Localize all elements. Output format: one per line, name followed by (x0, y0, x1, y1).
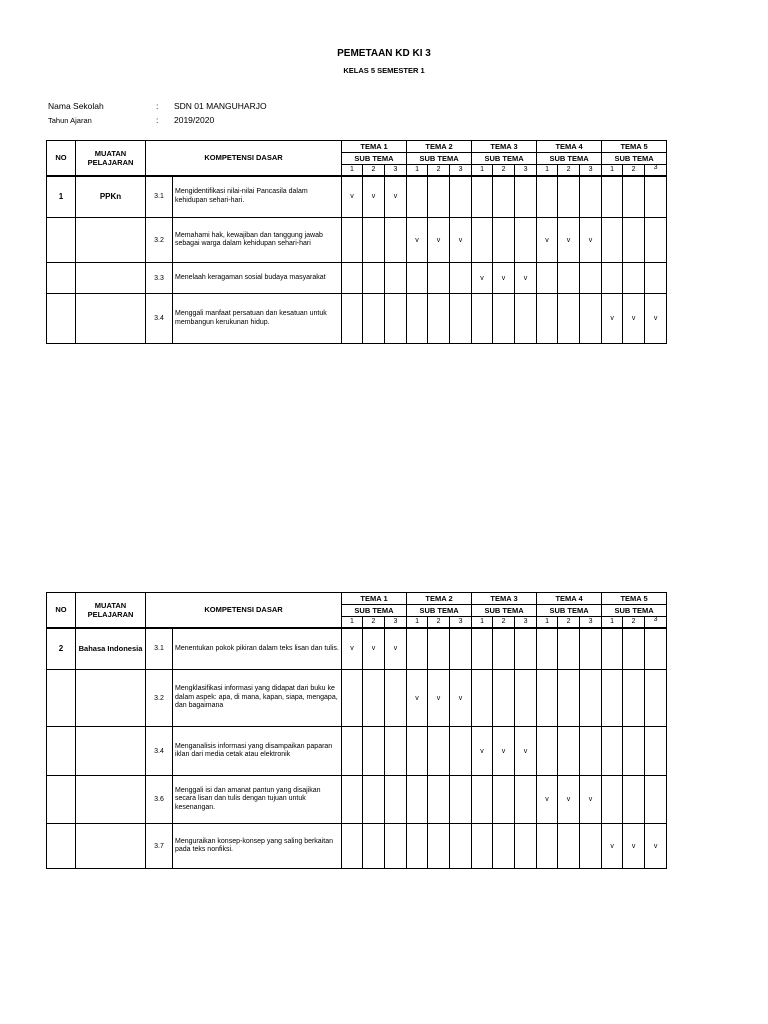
subtema-check-cell (428, 628, 450, 670)
row-no (47, 218, 76, 263)
subtema-check-cell (450, 294, 472, 344)
header-subtema-1: SUB TEMA (342, 605, 407, 617)
subtema-check-cell (558, 824, 580, 869)
subtema-check-cell (537, 176, 558, 218)
year-colon: : (156, 115, 159, 125)
subtema-check-cell: v (342, 628, 363, 670)
subtema-check-cell (428, 263, 450, 294)
header-subtema-number (385, 617, 407, 628)
subtema-check-cell: v (558, 218, 580, 263)
subtema-check-cell (363, 824, 385, 869)
subtema-check-cell (472, 776, 493, 824)
header-subtema-number (515, 617, 537, 628)
header-subtema-number (385, 165, 407, 176)
subtema-check-cell (645, 176, 667, 218)
subtema-check-cell: v (645, 824, 667, 869)
subtema-check-cell (385, 670, 407, 727)
subtema-check-cell (493, 218, 515, 263)
header-subtema-number (558, 165, 580, 176)
subtema-check-cell (580, 824, 602, 869)
header-subtema-number (537, 617, 558, 628)
subtema-check-cell (472, 218, 493, 263)
row-no (47, 824, 76, 869)
subtema-check-cell (450, 628, 472, 670)
subtema-check-cell (428, 294, 450, 344)
subtema-check-cell: v (515, 263, 537, 294)
subtema-check-cell (580, 670, 602, 727)
kd-description: Menggali isi dan amanat pantun yang disajikan secara lisan dan tulis dengan tujuan untuk kesenangan. (173, 776, 342, 824)
subtema-check-cell: v (407, 218, 428, 263)
subtema-check-cell (428, 824, 450, 869)
subtema-check-cell (363, 218, 385, 263)
header-tema-4: TEMA 4 (537, 593, 602, 605)
subtema-number-label: 3 (653, 164, 658, 172)
subtema-number-label: 3 (393, 166, 398, 174)
kd-number: 3.1 (146, 628, 173, 670)
header-subtema-number (342, 165, 363, 176)
subtema-check-cell (385, 263, 407, 294)
subtema-number-label: 1 (350, 166, 354, 174)
row-muatan (76, 776, 146, 824)
header-no: NO (47, 593, 76, 628)
row-no: 1 (47, 176, 76, 218)
school-value: SDN 01 MANGUHARJO (174, 101, 267, 111)
subtema-check-cell: v (428, 218, 450, 263)
header-tema-3: TEMA 3 (472, 141, 537, 153)
subtema-number-label: 3 (588, 618, 593, 626)
subtema-check-cell (645, 263, 667, 294)
subtema-check-cell (623, 628, 645, 670)
subtema-check-cell (407, 176, 428, 218)
subtema-check-cell: v (645, 294, 667, 344)
subtema-number-label: 2 (371, 166, 376, 174)
subtema-check-cell (580, 628, 602, 670)
subtema-check-cell (363, 776, 385, 824)
header-subtema-1: SUB TEMA (342, 153, 407, 165)
table-row (47, 176, 667, 218)
subtema-check-cell (493, 670, 515, 727)
row-muatan: Bahasa Indonesia (76, 628, 146, 670)
subtema-check-cell (645, 727, 667, 776)
header-subtema-number (472, 617, 493, 628)
subtema-check-cell (493, 824, 515, 869)
subtema-check-cell: v (472, 263, 493, 294)
subtema-check-cell: v (363, 628, 385, 670)
header-subtema-number (493, 617, 515, 628)
subtema-check-cell (623, 670, 645, 727)
header-subtema-number (342, 617, 363, 628)
subtema-check-cell: v (472, 727, 493, 776)
header-subtema-4: SUB TEMA (537, 605, 602, 617)
subtema-check-cell (602, 776, 623, 824)
subtema-number-label: 1 (610, 618, 615, 626)
header-subtema-number (363, 617, 385, 628)
header-subtema-number (623, 165, 645, 176)
subtema-check-cell (363, 294, 385, 344)
header-subtema-number (407, 165, 428, 176)
row-muatan (76, 727, 146, 776)
subtema-number-label: 1 (545, 618, 549, 626)
subtema-number-label: 3 (458, 166, 463, 174)
subtema-check-cell (515, 824, 537, 869)
subtema-number-label: 2 (631, 166, 636, 174)
subtema-check-cell: v (515, 727, 537, 776)
kd-description: Memahami hak, kewajiban dan tanggung jawab sebagai warga dalam kehidupan sehari-hari (173, 218, 342, 263)
header-subtema-5: SUB TEMA (602, 153, 667, 165)
header-subtema-number (602, 165, 623, 176)
header-subtema-number (493, 165, 515, 176)
subtema-check-cell (385, 727, 407, 776)
subtema-check-cell: v (558, 776, 580, 824)
header-kompetensi: KOMPETENSI DASAR (146, 141, 342, 176)
subtema-check-cell: v (385, 176, 407, 218)
subtema-check-cell (537, 628, 558, 670)
kd-number: 3.3 (146, 263, 173, 294)
kd-description: Menguraikan konsep-konsep yang saling berkaitan pada teks nonfiksi. (173, 824, 342, 869)
subtema-check-cell (580, 263, 602, 294)
year-label: Tahun Ajaran (48, 116, 92, 125)
row-muatan (76, 670, 146, 727)
header-subtema-3: SUB TEMA (472, 605, 537, 617)
row-no (47, 670, 76, 727)
header-subtema-number (450, 617, 472, 628)
subtema-check-cell (623, 727, 645, 776)
subtema-number-label: 2 (501, 166, 506, 174)
subtema-check-cell (472, 176, 493, 218)
subtema-check-cell (645, 218, 667, 263)
row-muatan (76, 218, 146, 263)
header-subtema-number (645, 617, 667, 628)
subtema-check-cell (428, 727, 450, 776)
subtema-number-label: 2 (371, 618, 376, 626)
subtema-check-cell: v (580, 776, 602, 824)
header-tema-4: TEMA 4 (537, 141, 602, 153)
row-muatan: PPKn (76, 176, 146, 218)
kd-number: 3.1 (146, 176, 173, 218)
subtema-check-cell (407, 263, 428, 294)
kd-description: Menentukan pokok pikiran dalam teks lisan dan tulis. (173, 628, 342, 670)
subtema-check-cell (385, 824, 407, 869)
subtema-check-cell (493, 628, 515, 670)
subtema-check-cell (537, 824, 558, 869)
subtema-check-cell (493, 776, 515, 824)
table-row (47, 218, 667, 263)
subtema-check-cell (537, 727, 558, 776)
header-subtema-number (450, 165, 472, 176)
subtema-check-cell (537, 263, 558, 294)
kd-description: Menelaah keragaman sosial budaya masyarakat (173, 263, 342, 294)
kd-table-ppkn (46, 140, 667, 344)
subtema-check-cell (580, 294, 602, 344)
subtema-number-label: 2 (631, 618, 636, 626)
subtema-number-label: 2 (501, 618, 506, 626)
subtema-check-cell (472, 294, 493, 344)
header-subtema-number (515, 165, 537, 176)
header-subtema-number (580, 165, 602, 176)
subtema-check-cell (342, 263, 363, 294)
subtema-check-cell (407, 628, 428, 670)
subtema-check-cell (537, 670, 558, 727)
subtema-check-cell (515, 176, 537, 218)
header-tema-1: TEMA 1 (342, 141, 407, 153)
subtema-check-cell (623, 218, 645, 263)
subtema-number-label: 3 (588, 166, 593, 174)
subtema-check-cell (342, 824, 363, 869)
header-subtema-number (428, 617, 450, 628)
page-title: PEMETAAN KD KI 3 (337, 48, 431, 59)
subtema-check-cell (602, 628, 623, 670)
school-colon: : (156, 101, 159, 111)
header-subtema-number (407, 617, 428, 628)
subtema-check-cell: v (493, 727, 515, 776)
kd-description: Menggali manfaat persatuan dan kesatuan untuk membangun kerukunan hidup. (173, 294, 342, 344)
row-no: 2 (47, 628, 76, 670)
subtema-check-cell: v (428, 670, 450, 727)
header-subtema-2: SUB TEMA (407, 605, 472, 617)
row-muatan (76, 263, 146, 294)
subtema-check-cell (342, 218, 363, 263)
header-muatan: MUATAN PELAJARAN (76, 593, 146, 628)
subtema-number-label: 1 (480, 166, 484, 174)
year-value: 2019/2020 (174, 115, 215, 125)
subtema-check-cell (363, 670, 385, 727)
header-subtema-number (558, 617, 580, 628)
kd-number: 3.6 (146, 776, 173, 824)
subtema-check-cell: v (450, 670, 472, 727)
header-subtema-number (645, 165, 667, 176)
subtema-check-cell (428, 776, 450, 824)
subtema-check-cell (515, 294, 537, 344)
subtema-check-cell (602, 670, 623, 727)
subtema-check-cell (385, 294, 407, 344)
subtema-check-cell (558, 727, 580, 776)
table-row (47, 294, 667, 344)
subtema-check-cell (623, 776, 645, 824)
header-tema-5: TEMA 5 (602, 593, 667, 605)
kd-description: Menganalisis informasi yang disampaikan paparan iklan dari media cetak atau elektronik (173, 727, 342, 776)
subtema-number-label: 3 (523, 166, 528, 174)
header-tema-2: TEMA 2 (407, 593, 472, 605)
table-row (47, 670, 667, 727)
subtema-check-cell (602, 176, 623, 218)
subtema-check-cell (515, 218, 537, 263)
subtema-number-label: 2 (436, 618, 441, 626)
table-row (47, 263, 667, 294)
subtema-check-cell (602, 218, 623, 263)
header-subtema-number (623, 617, 645, 628)
subtema-check-cell (342, 670, 363, 727)
subtema-check-cell: v (342, 176, 363, 218)
subtema-number-label: 2 (436, 166, 441, 174)
subtema-check-cell (363, 263, 385, 294)
subtema-check-cell (407, 727, 428, 776)
subtema-check-cell: v (602, 294, 623, 344)
subtema-check-cell: v (363, 176, 385, 218)
row-muatan (76, 294, 146, 344)
row-no (47, 727, 76, 776)
subtema-check-cell (580, 727, 602, 776)
subtema-check-cell (515, 628, 537, 670)
subtema-check-cell (342, 776, 363, 824)
subtema-check-cell (385, 776, 407, 824)
header-subtema-5: SUB TEMA (602, 605, 667, 617)
subtema-check-cell (450, 824, 472, 869)
row-no (47, 294, 76, 344)
subtema-check-cell (472, 628, 493, 670)
subtema-check-cell (450, 776, 472, 824)
kd-description: Mengidentifikasi nilai-nilai Pancasila dalam kehidupan sehari-hari. (173, 176, 342, 218)
subtema-check-cell: v (407, 670, 428, 727)
subtema-check-cell (363, 727, 385, 776)
subtema-check-cell: v (623, 294, 645, 344)
header-muatan: MUATAN PELAJARAN (76, 141, 146, 176)
table-row (47, 776, 667, 824)
subtema-check-cell (645, 670, 667, 727)
header-tema-1: TEMA 1 (342, 593, 407, 605)
subtema-number-label: 1 (415, 618, 419, 626)
subtema-number-label: 3 (458, 618, 463, 626)
header-subtema-number (537, 165, 558, 176)
kd-number: 3.2 (146, 670, 173, 727)
kd-number: 3.7 (146, 824, 173, 869)
table-row (47, 628, 667, 670)
subtema-check-cell (558, 628, 580, 670)
table-row (47, 824, 667, 869)
subtema-check-cell: v (493, 263, 515, 294)
subtema-number-label: 2 (566, 618, 571, 626)
header-tema-2: TEMA 2 (407, 141, 472, 153)
subtema-check-cell (493, 176, 515, 218)
subtema-number-label: 1 (610, 166, 615, 174)
header-subtema-number (580, 617, 602, 628)
subtema-check-cell (385, 218, 407, 263)
subtema-number-label: 1 (350, 618, 354, 626)
subtema-check-cell (342, 294, 363, 344)
header-subtema-number (602, 617, 623, 628)
subtema-check-cell (623, 263, 645, 294)
subtema-number-label: 1 (480, 618, 484, 626)
subtema-check-cell (450, 263, 472, 294)
header-subtema-number (472, 165, 493, 176)
subtema-check-cell: v (450, 218, 472, 263)
header-subtema-number (428, 165, 450, 176)
subtema-check-cell (558, 670, 580, 727)
subtema-number-label: 1 (415, 166, 419, 174)
row-no (47, 776, 76, 824)
subtema-check-cell: v (580, 218, 602, 263)
subtema-check-cell (580, 176, 602, 218)
row-muatan (76, 824, 146, 869)
header-tema-5: TEMA 5 (602, 141, 667, 153)
subtema-check-cell (558, 294, 580, 344)
subtema-number-label: 3 (653, 616, 658, 624)
header-no: NO (47, 141, 76, 176)
subtema-check-cell (602, 727, 623, 776)
kd-number: 3.4 (146, 294, 173, 344)
subtema-check-cell (602, 263, 623, 294)
kd-number: 3.2 (146, 218, 173, 263)
subtema-check-cell (558, 263, 580, 294)
kd-table-bahasa-indonesia (46, 592, 667, 869)
subtema-check-cell (645, 776, 667, 824)
kd-number: 3.4 (146, 727, 173, 776)
header-tema-3: TEMA 3 (472, 593, 537, 605)
subtema-check-cell: v (385, 628, 407, 670)
subtema-check-cell (515, 776, 537, 824)
header-kompetensi: KOMPETENSI DASAR (146, 593, 342, 628)
table-row (47, 727, 667, 776)
subtema-check-cell: v (537, 776, 558, 824)
subtema-number-label: 1 (545, 166, 549, 174)
header-subtema-4: SUB TEMA (537, 153, 602, 165)
school-label: Nama Sekolah (48, 101, 104, 111)
subtema-check-cell: v (602, 824, 623, 869)
subtema-check-cell (407, 776, 428, 824)
subtema-check-cell (342, 727, 363, 776)
subtema-check-cell (537, 294, 558, 344)
header-subtema-3: SUB TEMA (472, 153, 537, 165)
subtema-number-label: 2 (566, 166, 571, 174)
subtema-number-label: 3 (523, 618, 528, 626)
subtema-check-cell (493, 294, 515, 344)
subtema-check-cell (558, 176, 580, 218)
subtema-check-cell (472, 670, 493, 727)
subtema-number-label: 3 (393, 618, 398, 626)
subtema-check-cell: v (623, 824, 645, 869)
page-subtitle: KELAS 5 SEMESTER 1 (343, 66, 425, 75)
subtema-check-cell: v (537, 218, 558, 263)
subtema-check-cell (515, 670, 537, 727)
header-subtema-2: SUB TEMA (407, 153, 472, 165)
subtema-check-cell (407, 294, 428, 344)
row-no (47, 263, 76, 294)
subtema-check-cell (472, 824, 493, 869)
subtema-check-cell (407, 824, 428, 869)
subtema-check-cell (623, 176, 645, 218)
subtema-check-cell (645, 628, 667, 670)
header-subtema-number (363, 165, 385, 176)
subtema-check-cell (428, 176, 450, 218)
subtema-check-cell (450, 176, 472, 218)
kd-description: Mengklasifikasi informasi yang didapat dari buku ke dalam aspek: apa, di mana, kapan, siapa, mengapa, dan bagaimana (173, 670, 342, 727)
subtema-check-cell (450, 727, 472, 776)
